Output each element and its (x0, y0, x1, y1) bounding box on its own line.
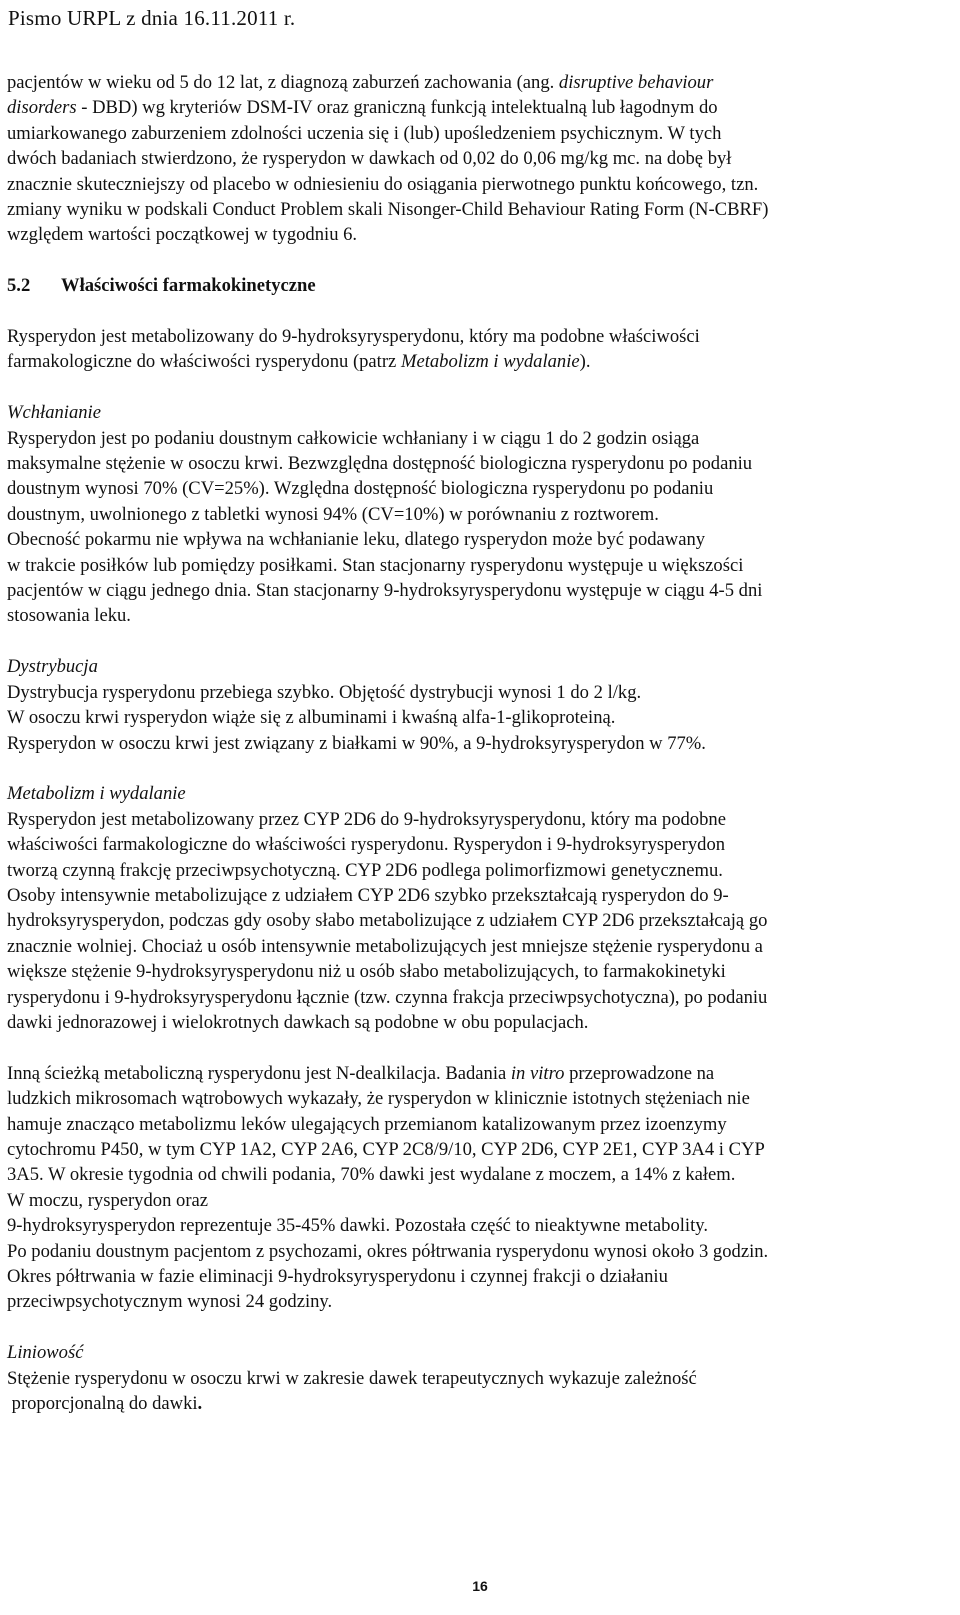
document-body (7, 70, 937, 1416)
section-heading (7, 273, 937, 298)
absorption-paragraph: Rysperydon jest po podaniu doustnym całkowicie wchłaniany i w ciągu 1 do 2 godzin osiąga maksymalne stężenie w osoczu krwi. Bezwzględna dostępność biologiczna rysperydonu po podaniu doustnym wynosi 70% (CV=25%). Względna dostępność biologiczna rysperydonu po podaniu doustnym, uwolnionego z tabletki wynosi 94% (CV=10%) w porównaniu z roztworem. Obecność pokarmu nie wpływa na wchłanianie leku, dlatego rysperydon może być podawany w trakcie posiłków lub pomiędzy posiłkami. Stan stacjonarny rysperydonu występuje u większości pacjentów w ciągu jednego dnia. Stan stacjonarny 9-hydroksyrysperydonu występuje w ciągu 4-5 dni stosowania leku. (7, 427, 763, 627)
section-number: 5.2 (7, 275, 31, 297)
absorption-subheading: Wchłanianie (7, 402, 101, 424)
intro-paragraph: pacjentów w wieku od 5 do 12 lat, z diagnozą zaburzeń zachowania (ang. disruptive behaviour disorders - DBD) wg kryteriów DSM-IV oraz graniczną funkcją intelektualną lub łagodnym do umiarkowanego zaburzeniem zdolności uczenia się i (lub) upośledzeniem psychicznym. W tych dwóch badaniach stwierdzono, że rysperydon w dawkach od 0,02 do 0,06 mg/kg mc. na dobę był znacznie skuteczniejszy od placebo w odniesieniu do osiągania pierwotnego punktu końcowego, tzn. zmiany wyniku w podskali Conduct Problem skali Nisonger-Child Behaviour Rating Form (N-CBRF) względem wartości początkowej w tygodniu 6. (7, 72, 769, 246)
page-number: 16 (472, 1578, 488, 1594)
linearity-paragraph: Stężenie rysperydonu w osoczu krwi w zakresie dawek terapeutycznych wykazuje zależność proporcjonalną do dawki. (7, 1367, 697, 1415)
page-header: Pismo URPL z dnia 16.11.2011 r. (8, 6, 296, 30)
metabolism-paragraph-2: Inną ścieżką metaboliczną rysperydonu jest N-dealkilacja. Badania in vitro przeprowadzone na ludzkich mikrosomach wątrobowych wykazały, że rysperydon w klinicznie istotnych stężeniach nie hamuje znacząco metabolizmu leków ulegających przemianom katalizowanym przez izoenzymy cytochromu P450, w tym CYP 1A2, CYP 2A6, CYP 2C8/9/10, CYP 2D6, CYP 2E1, CYP 3A4 i CYP 3A5. W okresie tygodnia od chwili podania, 70% dawki jest wydalane z moczem, a 14% z kałem. W moczu, rysperydon oraz 9-hydroksyrysperydon reprezentuje 35-45% dawki. Pozostała część to nieaktywne metabolity. Po podaniu doustnym pacjentom z psychozami, okres półtrwania rysperydonu wynosi około 3 godzin. Okres półtrwania w fazie eliminacji 9-hydroksyrysperydonu i czynnej frakcji o działaniu przeciwpsychotycznym wynosi 24 godziny. (7, 1062, 769, 1313)
metabolism-subheading: Metabolizm i wydalanie (7, 783, 186, 805)
metabolism-paragraph-1: Rysperydon jest metabolizowany przez CYP 2D6 do 9-hydroksyrysperydonu, który ma podobne właściwości farmakologiczne do właściwości rysperydonu. Rysperydon i 9-hydroksyrysperydon tworzą czynną frakcję przeciwpsychotyczną. CYP 2D6 podlega polimorfizmowi genetycznemu. Osoby intensywnie metabolizujące z udziałem CYP 2D6 szybko przekształcają rysperydon do 9- hydroksyrysperydon, podczas gdy osoby słabo metabolizujące z udziałem CYP 2D6 przekształcają go znacznie wolniej. Chociaż u osób intensywnie metabolizujących jest mniejsze stężenie rysperydonu a większe stężenie 9-hydroksyrysperydonu niż u osób słabo metabolizujących, to farmakokinetyki rysperydonu i 9-hydroksyrysperydonu łącznie (tzw. czynna frakcja przeciwpsychotyczna), po podaniu dawki jednorazowej i wielokrotnych dawkach są podobne w obu populacjach. (7, 808, 768, 1033)
section-intro-paragraph: Rysperydon jest metabolizowany do 9-hydroksyrysperydonu, który ma podobne właściwości farmakologiczne do właściwości rysperydonu (patrz Metabolizm i wydalanie). (7, 326, 700, 373)
distribution-subheading: Dystrybucja (7, 656, 98, 678)
section-title: Właściwości farmakokinetyczne (61, 275, 316, 297)
linearity-subheading: Liniowość (7, 1342, 84, 1364)
distribution-paragraph: Dystrybucja rysperydonu przebiega szybko. Objętość dystrybucji wynosi 1 do 2 l/kg. W osoczu krwi rysperydon wiąże się z albuminami i kwaśną alfa-1-glikoproteiną. Rysperydon w osoczu krwi jest związany z białkami w 90%, a 9-hydroksyrysperydon w 77%. (7, 681, 706, 754)
